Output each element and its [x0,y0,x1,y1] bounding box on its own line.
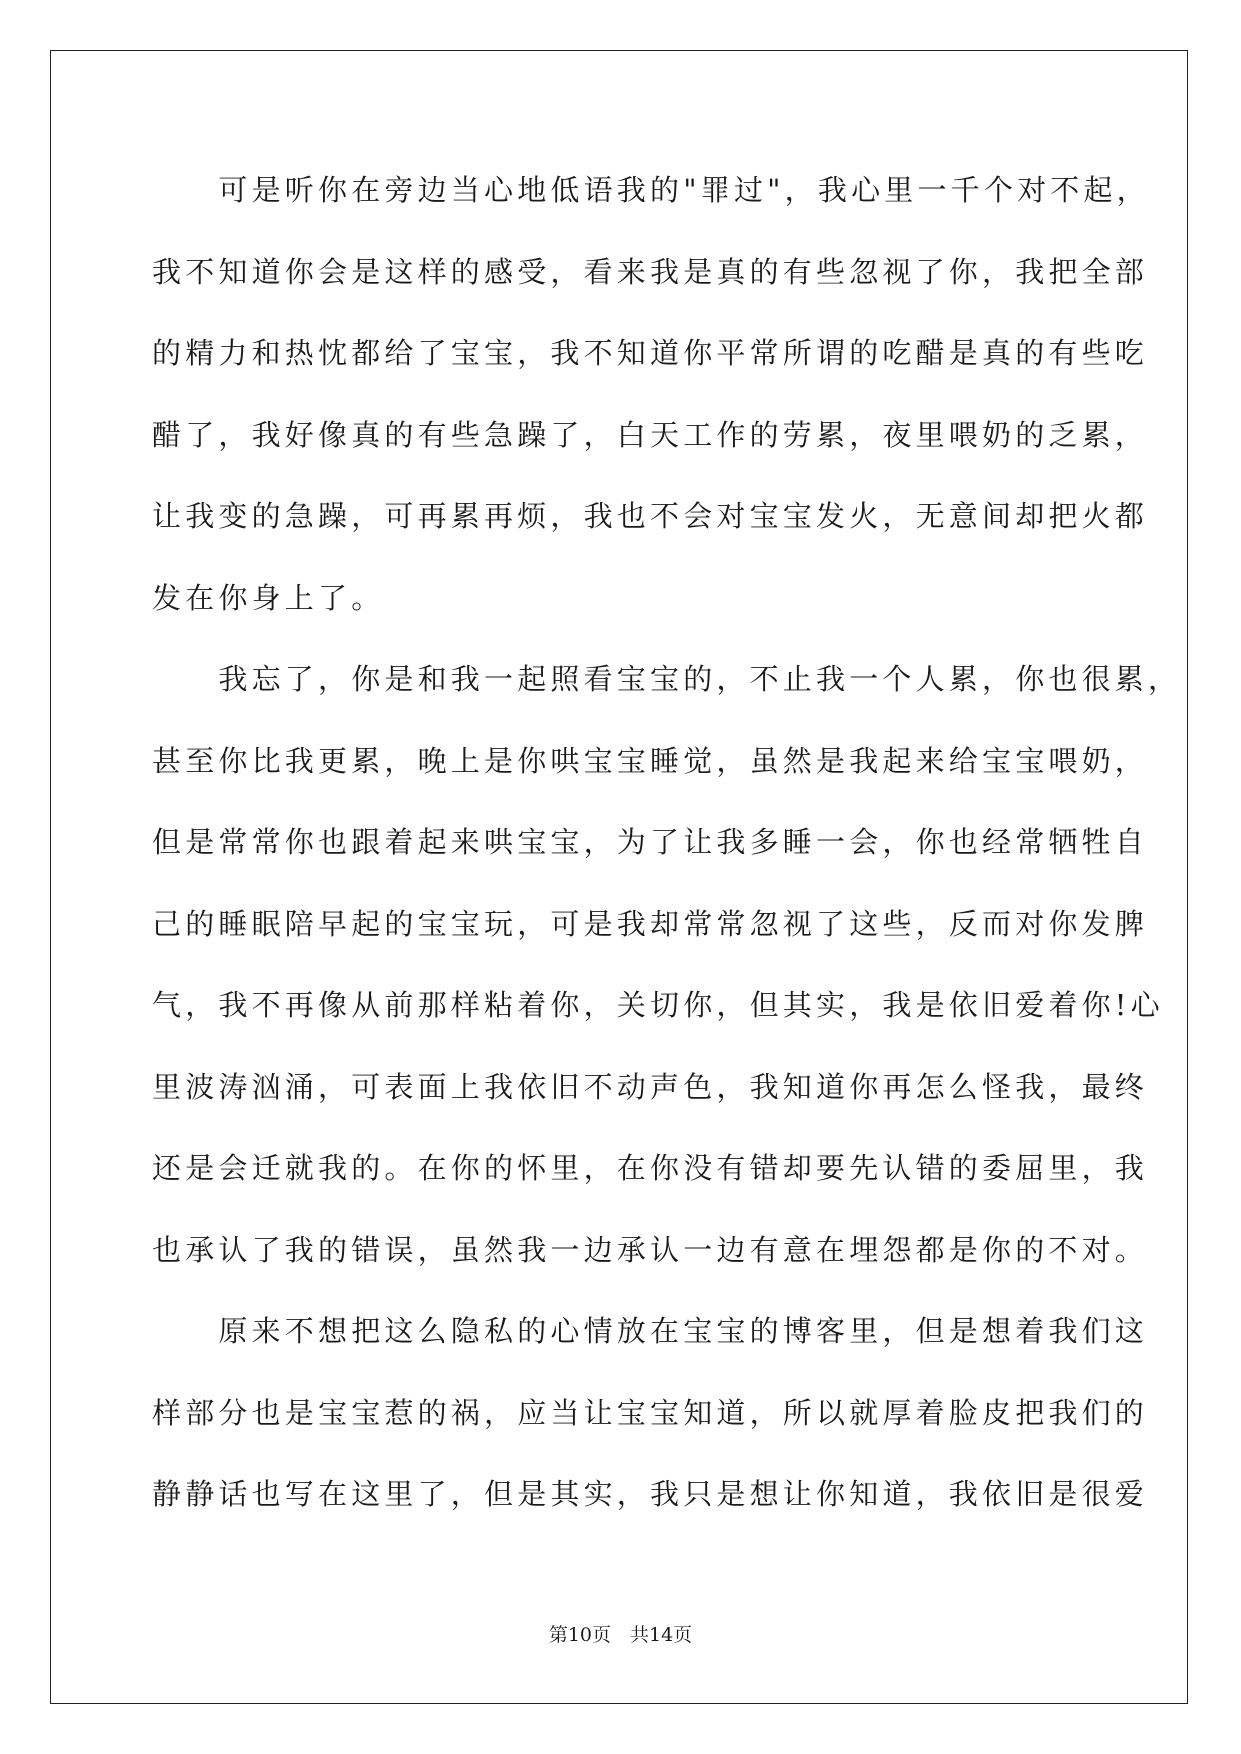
text-line: 甚至你比我更累，晚上是你哄宝宝睡觉，虽然是我起来给宝宝喂奶， [152,743,1149,778]
page-footer [0,1620,1241,1647]
text-line: 发在你身上了。 [152,580,385,615]
text-line: 气，我不再像从前那样粘着你，关切你，但其实，我是依旧爱着你!心 [152,988,1164,1022]
text-line: 醋了，我好像真的有些急躁了，白天工作的劳累，夜里喂奶的乏累， [152,417,1149,452]
text-line: 让我变的急躁，可再累再烦，我也不会对宝宝发火，无意间却把火都 [152,499,1149,533]
text-line: 我忘了，你是和我一起照看宝宝的，不止我一个人累，你也很累， [152,662,1182,696]
text-line: 样部分也是宝宝惹的祸，应当让宝宝知道，所以就厚着脸皮把我们的 [152,1395,1149,1430]
text-line: 静静话也写在这里了，但是其实，我只是想让你知道，我依旧是很爱 [152,1477,1149,1511]
page-number: 第10页 共14页 [548,1624,693,1646]
text-line: 我不知道你会是这样的感受，看来我是真的有些忽视了你，我把全部 [152,254,1149,289]
document-body [152,150,1182,1536]
text-line: 但是常常你也跟着起来哄宝宝，为了让我多睡一会，你也经常牺牲自 [152,825,1149,859]
text-line: 可是听你在旁边当心地低语我的"罪过"，我心里一千个对不起， [152,173,1150,207]
text-line: 也承认了我的错误，虽然我一边承认一边有意在埋怨都是你的不对。 [152,1232,1149,1267]
text-line: 的精力和热忱都给了宝宝，我不知道你平常所谓的吃醋是真的有些吃 [152,336,1149,370]
text-line: 己的睡眠陪早起的宝宝玩，可是我却常常忽视了这些，反而对你发脾 [152,906,1149,941]
text-line: 里波涛汹涌，可表面上我依旧不动声色，我知道你再怎么怪我，最终 [152,1069,1149,1104]
text-line: 原来不想把这么隐私的心情放在宝宝的博客里，但是想着我们这 [152,1314,1149,1348]
text-line: 还是会迁就我的。在你的怀里，在你没有错却要先认错的委屈里，我 [152,1151,1149,1185]
